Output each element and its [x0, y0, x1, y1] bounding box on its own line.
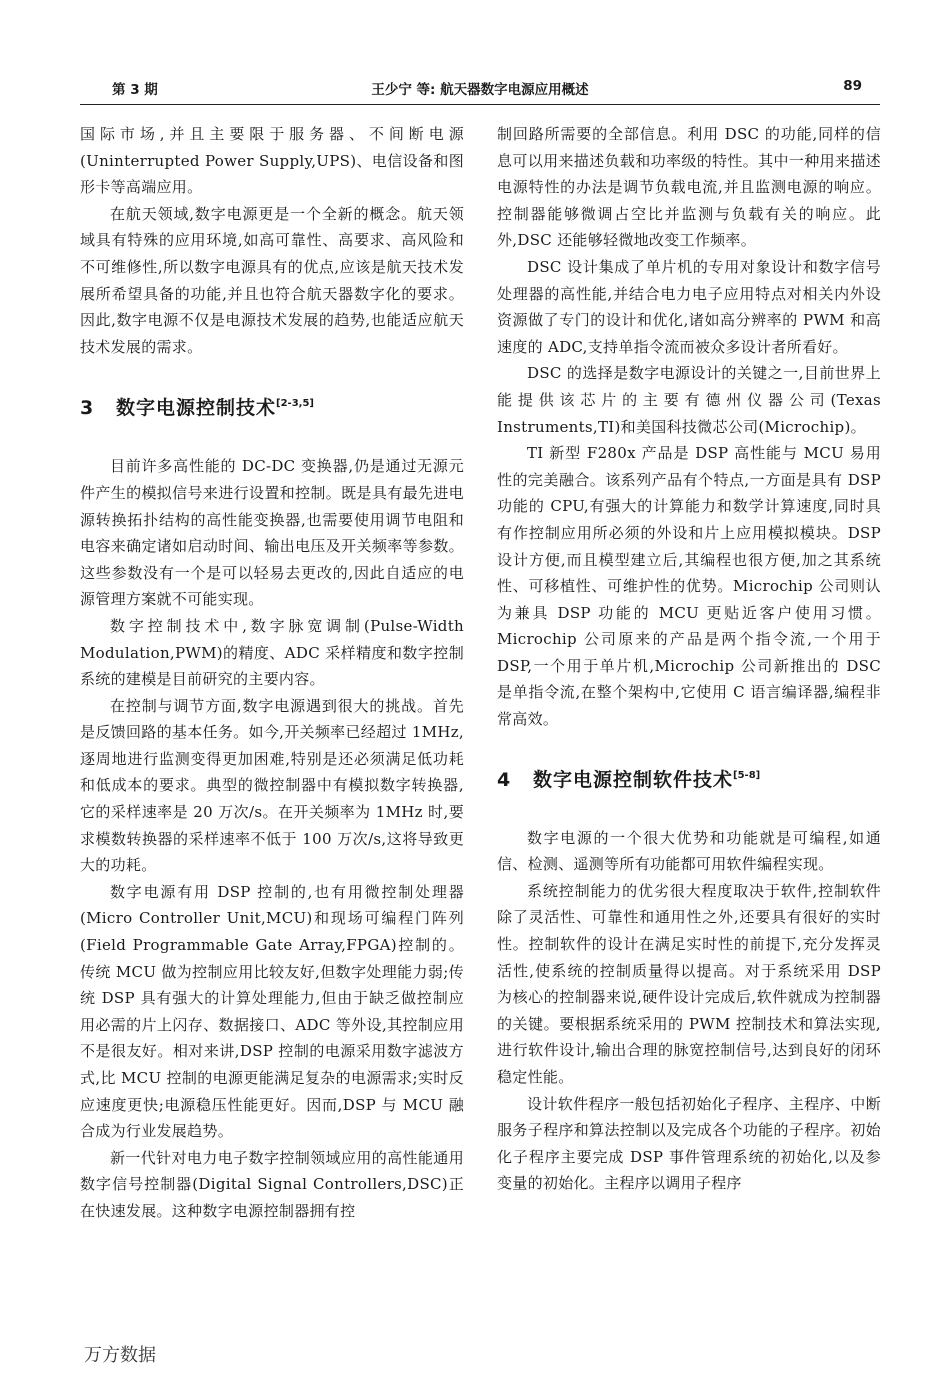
page-number: 89: [843, 78, 862, 94]
section-title: 数字电源控制技术: [116, 397, 277, 420]
section-heading-4: [497, 763, 881, 793]
paragraph: 设计软件程序一般包括初始化子程序、主程序、中断服务子程序和算法控制以及完成各个功能的子程序。初始化子程序主要完成 DSP 事件管理系统的初始化,以及参变量的初始化。主程序以调用子程序: [497, 1094, 881, 1193]
paragraph: 在航天领域,数字电源更是一个全新的概念。航天领域具有特殊的应用环境,如高可靠性、高要求、高风险和不可维修性,所以数字电源具有的优点,应该是航天技术发展所希望具备的功能,并且也符合航天器数字化的要求。因此,数字电源不仅是电源技术发展的趋势,也能适应航天技术发展的需求。: [80, 204, 464, 356]
section-title: 数字电源控制软件技术: [533, 768, 734, 791]
left-column: [80, 121, 464, 1225]
section-number: 3: [80, 397, 95, 420]
paragraph: 目前许多高性能的 DC-DC 变换器,仍是通过无源元件产生的模拟信号来进行设置和控制。既是具有最先进电源转换拓扑结构的高性能变换器,也需要使用调节电阻和电容来确定诸如启动时间、输出电压及开关频率等参数。这些参数没有一个是可以轻易去更改的,因此自适应的电源管理方案就不可能实现。: [80, 457, 464, 609]
paragraph: 数字电源有用 DSP 控制的,也有用微控制处理器(Micro Controller Unit,MCU)和现场可编程门阵列(Field Programmable Gate Array,FPGA)控制的。传统 MCU 做为控制应用比较友好,但数字处理能力弱;传统 DSP 具有强大的计算处理能力,但由于缺乏做控制应用必需的片上闪存、数据接口、ADC 等外设,其控制应用不是很友好。相对来讲,DSP 控制的电源采用数字滤波方式,比 MCU 控制的电源更能满足复杂的电源需求;实时反应速度更快;电源稳压性能更好。因而,DSP 与 MCU 融合成为行业发展趋势。: [80, 882, 464, 1141]
paragraph: 数字控制技术中,数字脉宽调制(Pulse-Width Modulation,PWM)的精度、ADC 采样精度和数字控制系统的建模是目前研究的主要内容。: [80, 616, 464, 689]
section-heading-3: [80, 391, 464, 421]
paragraph: 国际市场,并且主要限于服务器、不间断电源(Uninterrupted Power Supply,UPS)、电信设备和图形卡等高端应用。: [80, 125, 464, 197]
citation-ref: [2-3,5]: [276, 398, 314, 410]
paragraph: DSC 的选择是数字电源设计的关键之一,目前世界上能提供该芯片的主要有德州仪器公司(Texas Instruments,TI)和美国科技微芯公司(Microchip)。: [497, 364, 881, 436]
paragraph: DSC 设计集成了单片机的专用对象设计和数字信号处理器的高性能,并结合电力电子应用特点对相关内外设资源做了专门的设计和优化,诸如高分辨率的 PWM 和高速度的 ADC,支持单指令流而被众多设计者所看好。: [497, 257, 881, 356]
running-title: 王少宁 等: 航天器数字电源应用概述: [371, 82, 589, 98]
right-column: [497, 121, 881, 1197]
paragraph: 新一代针对电力电子数字控制领域应用的高性能通用数字信号控制器(Digital Signal Controllers,DSC)正在快速发展。这种数字电源控制器拥有控: [80, 1148, 464, 1220]
paragraph: TI 新型 F280x 产品是 DSP 高性能与 MCU 易用性的完美融合。该系列产品有个特点,一方面是具有 DSP 功能的 CPU,有强大的计算能力和数学计算速度,同时具有作控制应用所必须的外设和片上应用模拟模块。DSP 设计方便,而且模型建立后,其编程也很方便,加之其系统性、可移植性、可维护性的优势。Microchip 公司则认为兼具 DSP 功能的 MCU 更贴近客户使用习惯。Microchip 公司原来的产品是两个指令流,一个用于 DSP,一个用于单片机,Microchip 公司新推出的 DSC 是单指令流,在整个架构中,它使用 C 语言编译器,编程非常高效。: [497, 444, 881, 729]
paragraph: 系统控制能力的优劣很大程度取决于软件,控制软件除了灵活性、可靠性和通用性之外,还要具有很好的实时性。控制软件的设计在满足实时性的前提下,充分发挥灵活性,使系统的控制质量得以提高。对于系统采用 DSP 为核心的控制器来说,硬件设计完成后,软件就成为控制器的关键。要根据系统采用的 PWM 控制技术和算法实现,进行软件设计,输出合理的脉宽控制信号,达到良好的闭环稳定性能。: [497, 881, 881, 1086]
watermark: 万方数据: [84, 1345, 156, 1366]
citation-ref: [5-8]: [733, 769, 761, 781]
section-number: 4: [497, 768, 512, 791]
running-header: [80, 70, 880, 105]
paragraph: 制回路所需要的全部信息。利用 DSC 的功能,同样的信息可以用来描述负载和功率级的特性。其中一种用来描述电源特性的办法是调节负载电流,并且监测电源的响应。控制器能够微调占空比并监测与负载有关的响应。此外,DSC 还能够轻微地改变工作频率。: [497, 125, 881, 250]
paragraph: 在控制与调节方面,数字电源遇到很大的挑战。首先是反馈回路的基本任务。如今,开关频率已经超过 1MHz,逐周地进行监测变得更加困难,特别是还必须满足低功耗和低成本的要求。典型的微控制器中有模拟数字转换器,它的采样速率是 20 万次/s。在开关频率为 1MHz 时,要求模数转换器的采样速率不低于 100 万次/s,这将导致更大的功耗。: [80, 696, 464, 875]
issue-label: 第 3 期: [112, 82, 158, 98]
paragraph: 数字电源的一个很大优势和功能就是可编程,如通信、检测、遥测等所有功能都可用软件编程实现。: [497, 828, 881, 874]
